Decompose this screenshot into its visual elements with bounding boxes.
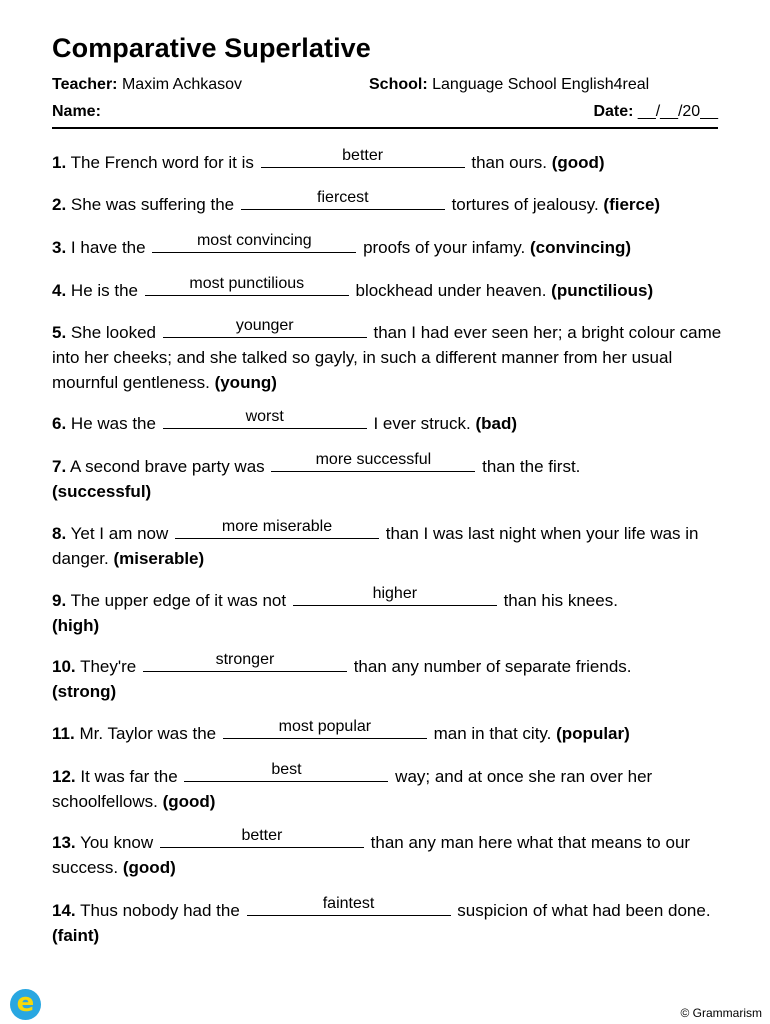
answer-text: most punctilious <box>189 275 305 292</box>
answer-text: better <box>241 827 283 844</box>
question-number: 7. <box>52 457 67 476</box>
question-text-before: He is the <box>70 281 139 300</box>
question-14 <box>52 897 722 948</box>
question-text-after: than his knees. <box>503 591 618 610</box>
question-text-before: A second brave party was <box>69 457 265 476</box>
question-text-before: Yet I am now <box>70 524 169 543</box>
question-number: 5. <box>52 323 67 342</box>
question-text-before: They're <box>80 657 137 676</box>
page-title: Comparative Superlative <box>52 33 371 63</box>
question-4 <box>52 277 722 303</box>
question-number: 8. <box>52 524 67 543</box>
question-text-after: proofs of your infamy. <box>363 238 526 257</box>
question-number: 6. <box>52 414 67 433</box>
answer-blank[interactable] <box>261 149 465 168</box>
question-hint: (popular) <box>556 724 630 743</box>
question-text-after: tortures of jealousy. <box>451 195 599 214</box>
question-1 <box>52 149 722 175</box>
question-text-before: She looked <box>70 323 156 342</box>
question-text-before: Mr. Taylor was the <box>79 724 217 743</box>
question-hint: (bad) <box>475 414 518 433</box>
question-hint: (good) <box>162 792 216 811</box>
question-hint: (young) <box>214 373 277 392</box>
question-number: 4. <box>52 281 67 300</box>
grammarism-logo: e <box>10 989 41 1020</box>
answer-blank[interactable] <box>223 720 427 739</box>
question-text-after: than any number of separate friends. <box>353 657 632 676</box>
question-text-after: I ever struck. <box>373 414 471 433</box>
question-3 <box>52 234 722 260</box>
answer-blank[interactable] <box>145 277 349 296</box>
question-text-after: man in that city. <box>433 724 552 743</box>
question-number: 10. <box>52 657 76 676</box>
question-hint: (good) <box>122 858 176 877</box>
question-number: 9. <box>52 591 67 610</box>
answer-blank[interactable] <box>247 897 451 916</box>
school-value: Language School English4real <box>432 76 650 93</box>
answer-text: better <box>342 147 384 164</box>
school-line <box>369 76 649 94</box>
header-divider <box>52 127 718 129</box>
question-text-after: than ours. <box>471 153 547 172</box>
question-hint: (fierce) <box>603 195 661 214</box>
question-6 <box>52 410 722 436</box>
answer-text: stronger <box>215 651 275 668</box>
question-number: 2. <box>52 195 67 214</box>
answer-blank[interactable] <box>184 763 388 782</box>
question-text-after: than the first. <box>482 457 581 476</box>
date-line <box>593 103 718 121</box>
answer-blank[interactable] <box>175 520 379 539</box>
answer-blank[interactable] <box>160 829 364 848</box>
question-hint: (strong) <box>52 682 117 701</box>
school-label: School: <box>369 76 428 93</box>
question-number: 1. <box>52 153 67 172</box>
answer-text: more miserable <box>221 518 333 535</box>
question-text-after: suspicion of what had been done. <box>457 901 711 920</box>
answer-text: faintest <box>322 895 375 912</box>
question-hint: (successful) <box>52 482 152 501</box>
question-text-before: He was the <box>70 414 156 433</box>
answer-text: fiercest <box>317 189 369 206</box>
teacher-value: Maxim Achkasov <box>121 76 243 93</box>
answer-blank[interactable] <box>163 319 367 338</box>
answer-text: younger <box>235 317 294 334</box>
question-text-before: Thus nobody had the <box>80 901 240 920</box>
question-hint: (high) <box>52 616 100 635</box>
copyright-text: © Grammarism <box>680 1006 762 1020</box>
teacher-label: Teacher: <box>52 76 118 93</box>
question-text-after: blockhead under heaven. <box>355 281 547 300</box>
name-label: Name: <box>52 103 101 120</box>
question-number: 13. <box>52 833 76 852</box>
date-value: __/__/20__ <box>637 103 718 120</box>
answer-blank[interactable] <box>293 587 497 606</box>
question-5 <box>52 319 722 395</box>
question-text-before: You know <box>80 833 154 852</box>
question-number: 11. <box>52 724 75 743</box>
answer-text: best <box>271 761 302 778</box>
question-12 <box>52 763 722 814</box>
question-9 <box>52 587 722 638</box>
answer-text: higher <box>372 585 418 602</box>
question-number: 12. <box>52 767 76 786</box>
question-8 <box>52 520 722 571</box>
question-2 <box>52 191 722 217</box>
question-hint: (miserable) <box>113 549 205 568</box>
answer-blank[interactable] <box>152 234 356 253</box>
question-text-after: than I had ever seen her; a bright colour came into her cheeks; and she talked so gayly, in such a different manner from her usual mournful gentleness. <box>52 323 722 392</box>
question-hint: (faint) <box>52 926 100 945</box>
answer-blank[interactable] <box>241 191 445 210</box>
answer-text: most popular <box>278 718 372 735</box>
answer-text: most convincing <box>196 232 312 249</box>
question-number: 14. <box>52 901 76 920</box>
question-text-before: The French word for it is <box>70 153 254 172</box>
question-10 <box>52 653 722 704</box>
question-text-before: I have the <box>70 238 146 257</box>
answer-text: worst <box>245 408 284 425</box>
question-text-before: She was suffering the <box>70 195 235 214</box>
question-hint: (good) <box>551 153 605 172</box>
answer-blank[interactable] <box>163 410 367 429</box>
question-hint: (convincing) <box>530 238 632 257</box>
question-7 <box>52 453 722 504</box>
question-text-after: than any man here what that means to our success. <box>52 833 691 877</box>
question-text-after: than I was last night when your life was in danger. <box>52 524 699 568</box>
question-text-before: The upper edge of it was not <box>70 591 287 610</box>
answer-text: more successful <box>315 451 432 468</box>
question-13 <box>52 829 722 880</box>
answer-blank[interactable] <box>143 653 347 672</box>
question-text-before: It was far the <box>80 767 178 786</box>
question-number: 3. <box>52 238 67 257</box>
answer-blank[interactable] <box>271 453 475 472</box>
teacher-line <box>52 76 242 94</box>
question-text-after: way; and at once she ran over her schoolfellows. <box>52 767 653 811</box>
question-11 <box>52 720 722 746</box>
date-label: Date: <box>593 103 634 120</box>
question-hint: (punctilious) <box>551 281 654 300</box>
